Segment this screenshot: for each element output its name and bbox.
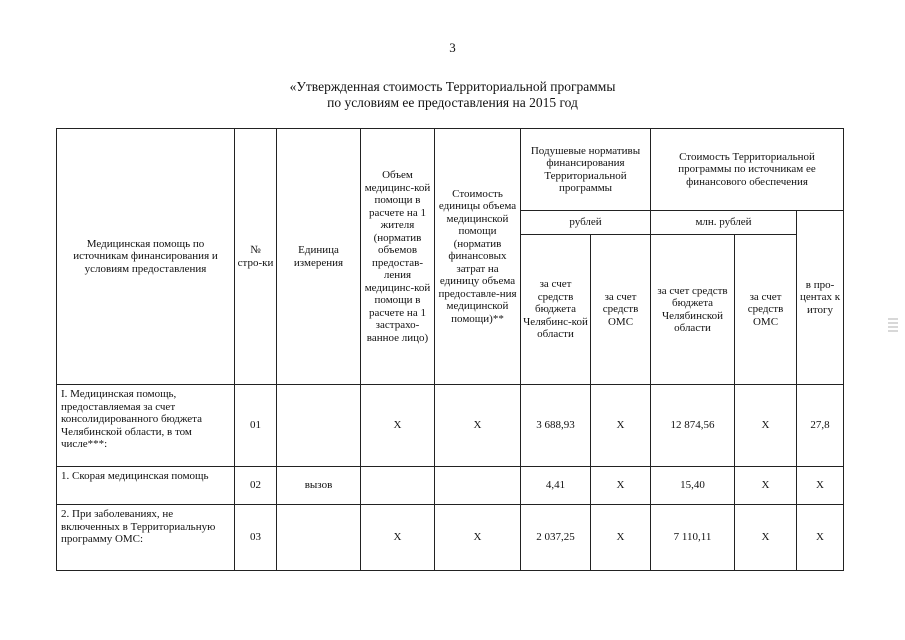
header-oms-mln: за счет средств ОМС	[735, 235, 797, 385]
row-percent: X	[797, 505, 844, 571]
row-per-capita-budget: 4,41	[521, 467, 591, 505]
row-percent: 27,8	[797, 385, 844, 467]
header-mln-rubles: млн. рублей	[651, 211, 797, 235]
header-row-number: № стро-ки	[235, 129, 277, 385]
table-row	[57, 505, 844, 571]
row-per-capita-oms: X	[591, 467, 651, 505]
header-program-cost: Стоимость Территориальной программы по источникам ее финансового обеспечения	[651, 129, 844, 211]
row-number: 02	[235, 467, 277, 505]
row-per-capita-budget: 2 037,25	[521, 505, 591, 571]
header-per-capita: Подушевые нормативы финансирования Территориальной программы	[521, 129, 651, 211]
row-volume: X	[361, 385, 435, 467]
table-row	[57, 385, 844, 467]
row-total-oms: X	[735, 505, 797, 571]
row-cost	[435, 467, 521, 505]
header-medical-care: Медицинская помощь по источникам финансирования и условиям предоставления	[57, 129, 235, 385]
row-total-budget: 7 110,11	[651, 505, 735, 571]
page-number: 3	[449, 40, 456, 55]
row-name: 1. Скорая медицинская помощь	[57, 467, 235, 505]
row-total-oms: X	[735, 467, 797, 505]
row-number: 01	[235, 385, 277, 467]
title-line-1: «Утвержденная стоимость Территориальной программы	[289, 79, 616, 94]
row-volume: X	[361, 505, 435, 571]
row-total-budget: 12 874,56	[651, 385, 735, 467]
header-oms-rub: за счет средств ОМС	[591, 235, 651, 385]
row-per-capita-oms: X	[591, 385, 651, 467]
row-volume	[361, 467, 435, 505]
table-row	[57, 467, 844, 505]
row-cost: X	[435, 385, 521, 467]
header-volume: Объем медицинс-кой помощи в расчете на 1 жителя (норматив объемов предостав-ления медицинс-кой помощи в расчете на 1 застрахо-ванное лицо)	[361, 129, 435, 385]
document-title	[0, 79, 905, 111]
row-unit	[277, 505, 361, 571]
row-percent: X	[797, 467, 844, 505]
scan-margin-mark	[888, 318, 898, 332]
row-per-capita-oms: X	[591, 505, 651, 571]
header-rubles: рублей	[521, 211, 651, 235]
row-total-budget: 15,40	[651, 467, 735, 505]
row-name: I. Медицинская помощь, предоставляемая за счет консолидированного бюджета Челябинской области, в том числе***:	[57, 385, 235, 467]
row-unit: вызов	[277, 467, 361, 505]
cost-table	[56, 128, 844, 571]
row-cost: X	[435, 505, 521, 571]
header-percent: в про-центах к итогу	[797, 211, 844, 385]
header-unit: Единица измерения	[277, 129, 361, 385]
row-unit	[277, 385, 361, 467]
header-unit-cost: Стоимость единицы объема медицинской помощи (норматив финансовых затрат на единицу объема предоставле-ния медицинской помощи)**	[435, 129, 521, 385]
row-number: 03	[235, 505, 277, 571]
header-budget-rub: за счет средств бюджета Челябинс-кой области	[521, 235, 591, 385]
row-per-capita-budget: 3 688,93	[521, 385, 591, 467]
row-total-oms: X	[735, 385, 797, 467]
header-budget-mln: за счет средств бюджета Челябинской области	[651, 235, 735, 385]
title-line-2: по условиям ее предоставления на 2015 год	[327, 95, 578, 110]
row-name: 2. При заболеваниях, не включенных в Территориальную программу ОМС:	[57, 505, 235, 571]
